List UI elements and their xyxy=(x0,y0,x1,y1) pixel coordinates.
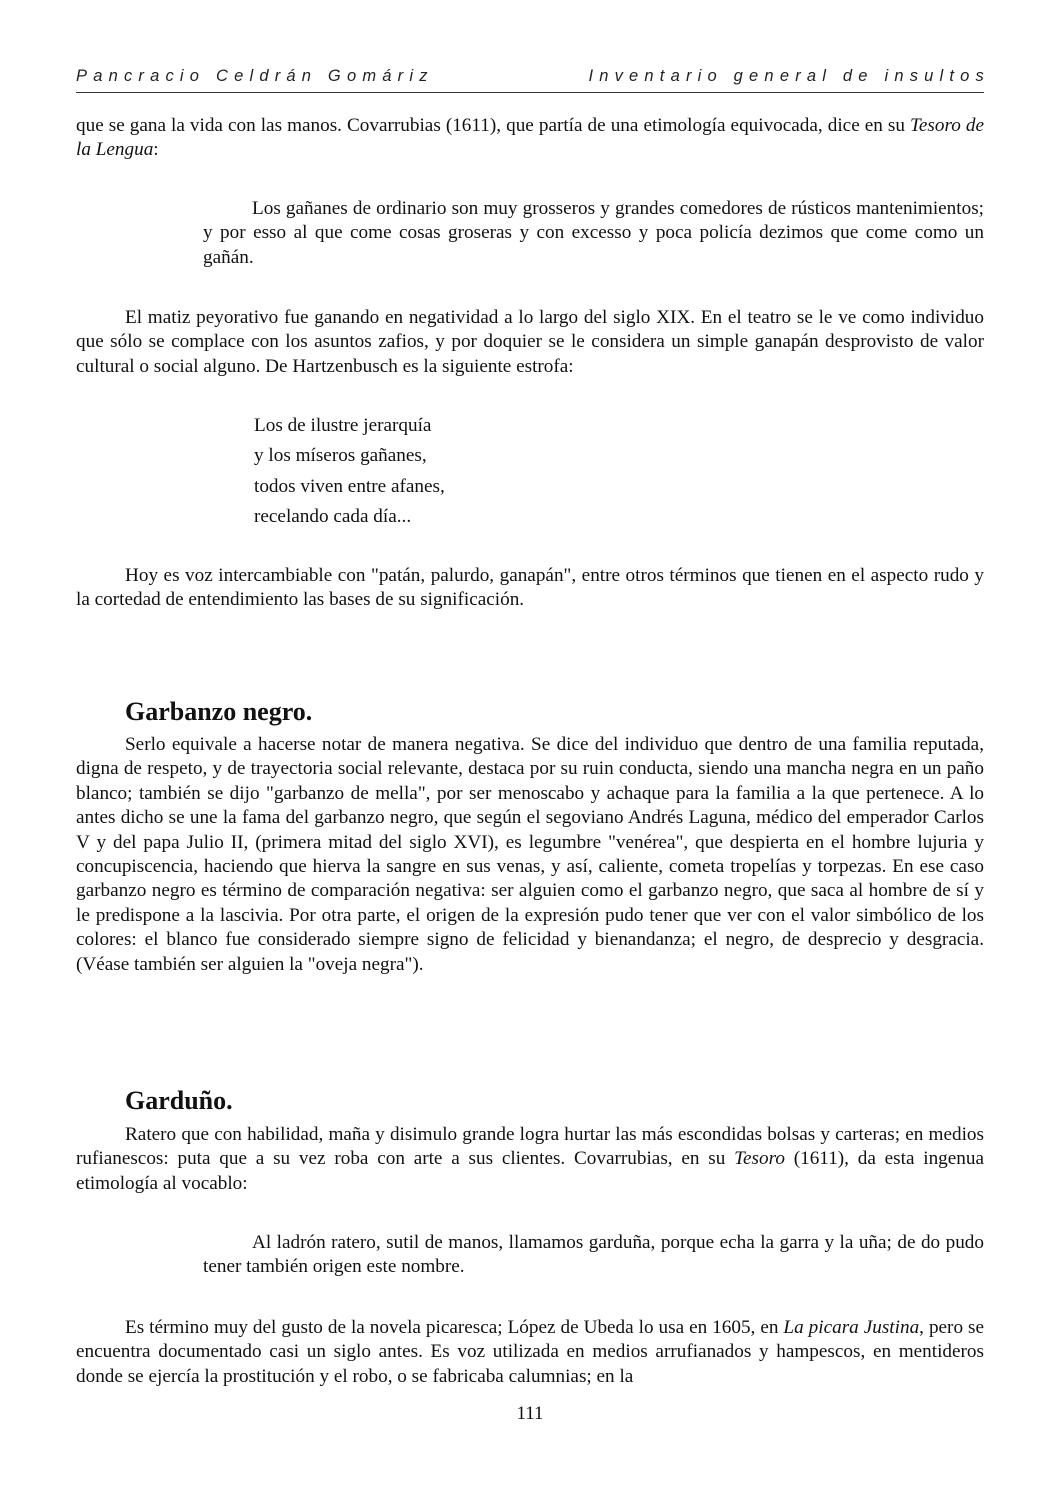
verse-line: Los de ilustre jerarquía xyxy=(254,415,432,436)
paragraph-picaresca xyxy=(76,1316,984,1389)
italic-title: La picara Justina xyxy=(783,1317,920,1338)
verse-line: todos viven entre afanes, xyxy=(254,475,445,497)
entry-body-garbanzo: Serlo equivale a hacerse notar de manera negativa. Se dice del individuo que dentro de una familia reputada, digna de respeto, y de trayectoria social relevante, destaca por su ruin conducta, siendo una mancha negra en un paño blanco; también se dijo "garbanzo de mella", por ser menoscabo y achaque para la familia a la que pertenece. A lo antes dicho se une la fama del garbanzo negro, que según el segoviano Andrés Laguna, médico del emperador Carlos V y del papa Julio II, (primera mitad del siglo XVI), es legumbre "venérea", que despierta en el hombre lujuria y concupiscencia, haciendo que hierva la sangre en sus venas, y así, caliente, cometa tropelías y torpezas. En ese caso garbanzo negro es término de comparación negativa: ser alguien como el garbanzo negro, que saca al hombre de sí y le predispone a la lascivia. Por otra parte, el origen de la expresión pudo tener que ver con el valor simbólico de los colores: el blanco fue considerado siempre signo de felicidad y bienandanza; el negro, de desprecio y desgracia. (Véase también ser alguien la "oveja negra"). xyxy=(76,734,984,975)
italic-title: Tesoro xyxy=(734,1148,785,1170)
block-quote-garduna: Al ladrón ratero, sutil de manos, llamamos garduña, porque echa la garra y la uña; de do pudo tener también origen este nombre. xyxy=(203,1232,984,1278)
running-header xyxy=(76,67,990,91)
header-book-title: Inventario general de insultos xyxy=(588,67,990,85)
header-rule xyxy=(76,92,984,93)
italic-title: Tesoro de la Lengua xyxy=(76,115,984,161)
text-run: : xyxy=(153,139,159,161)
verse-hartzenbusch xyxy=(254,411,445,532)
paragraph-continuation xyxy=(76,114,984,163)
page-number: 111 xyxy=(516,1403,544,1424)
text-run: que se gana la vida con las manos. Covarrubias (1611), que partía de una etimología equivocada, dice en su xyxy=(76,115,910,136)
entry-heading-garbanzo: Garbanzo negro. xyxy=(125,697,313,726)
paragraph-matiz: El matiz peyorativo fue ganando en negatividad a lo largo del siglo XIX. En el teatro se le ve como individuo que sólo se complace con los asuntos zafios, y por doquier se le considera un simple ganapán desprovisto de valor cultural o social alguno. De Hartzenbusch es la siguiente estrofa: xyxy=(76,307,984,377)
text-run: Ratero que con habilidad, maña y disimulo grande logra hurtar las más escondidas bolsas y carteras; en medios rufianescos: puta que a su vez roba con arte a sus clientes. Covarrubias, en su xyxy=(76,1124,984,1170)
verse-line: y los míseros gañanes, xyxy=(254,445,427,467)
text-run: Es término muy del gusto de la novela picaresca; López de Ubeda lo usa en 1605, en xyxy=(125,1317,784,1338)
verse-line: recelando cada día... xyxy=(254,505,412,527)
entry-body-garduno xyxy=(76,1123,984,1196)
header-author: Pancracio Celdrán Gomáriz xyxy=(76,67,434,85)
text-run: (1611), da esta ingenua etimología al vocablo: xyxy=(76,1148,984,1194)
text-run: , pero se encuentra documentado casi un siglo antes. Es voz utilizada en medios arrufianados y hampescos, en mentideros donde se ejercía la prostitución y el robo, o se fabricaba calumnias; en la xyxy=(76,1317,984,1387)
entry-heading-garduno: Garduño. xyxy=(125,1086,233,1115)
block-quote-covarrubias: Los gañanes de ordinario son muy grosseros y grandes comedores de rústicos mantenimientos; y por esso al que come cosas groseras y con excesso y poca policía dezimos que come como un gañán. xyxy=(203,198,984,268)
paragraph-hoy: Hoy es voz intercambiable con "patán, palurdo, ganapán", entre otros términos que tienen en el aspecto rudo y la cortedad de entendimiento las bases de su significación. xyxy=(76,565,984,611)
